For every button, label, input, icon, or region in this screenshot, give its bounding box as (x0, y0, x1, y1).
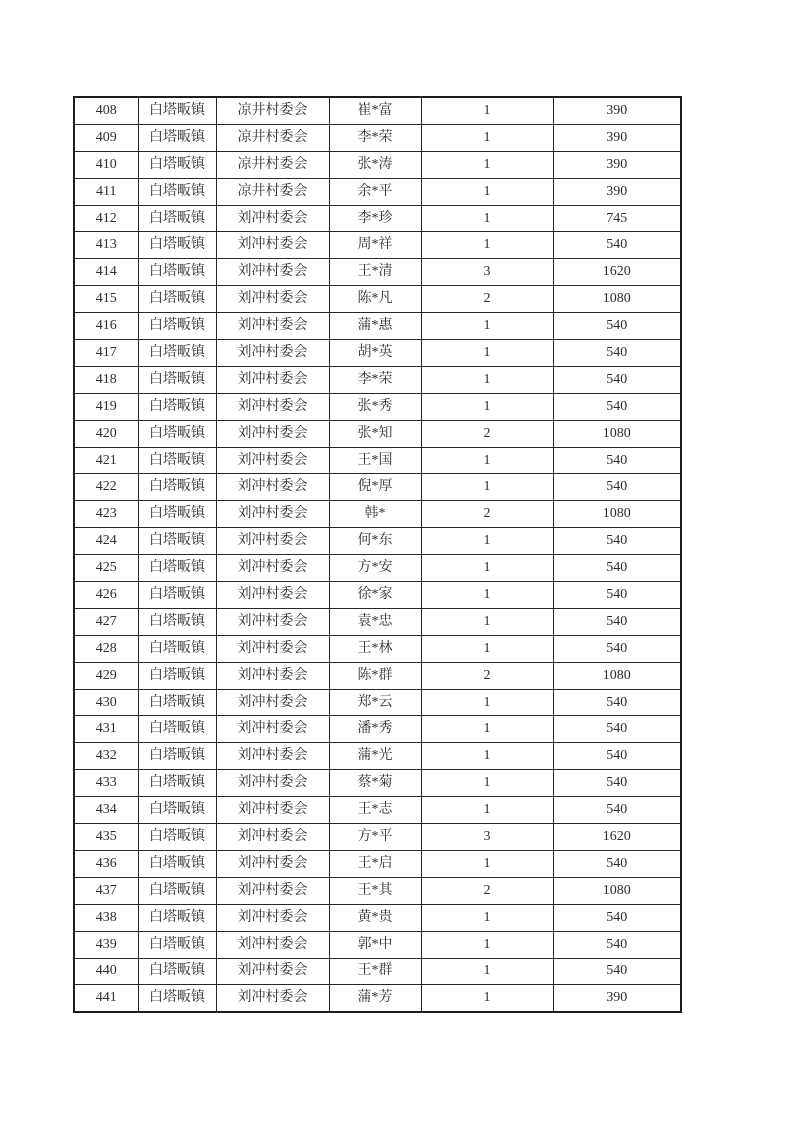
town-cell: 白塔畈镇 (138, 420, 216, 447)
table-row (74, 958, 681, 985)
name-cell: 王*清 (329, 259, 421, 286)
table-row (74, 985, 681, 1012)
name-cell: 方*安 (329, 555, 421, 582)
seq-cell: 416 (74, 313, 138, 340)
village-cell: 刘冲村委会 (216, 582, 329, 609)
name-cell: 蒲*光 (329, 743, 421, 770)
count-cell: 1 (421, 366, 553, 393)
table-row (74, 97, 681, 124)
town-cell: 白塔畈镇 (138, 393, 216, 420)
name-cell: 倪*厚 (329, 474, 421, 501)
count-cell: 1 (421, 770, 553, 797)
village-cell: 刘冲村委会 (216, 931, 329, 958)
amount-cell: 540 (553, 904, 681, 931)
count-cell: 1 (421, 124, 553, 151)
count-cell: 1 (421, 151, 553, 178)
village-cell: 刘冲村委会 (216, 286, 329, 313)
village-cell: 刘冲村委会 (216, 420, 329, 447)
seq-cell: 434 (74, 797, 138, 824)
seq-cell: 420 (74, 420, 138, 447)
town-cell: 白塔畈镇 (138, 124, 216, 151)
town-cell: 白塔畈镇 (138, 850, 216, 877)
amount-cell: 540 (553, 850, 681, 877)
town-cell: 白塔畈镇 (138, 205, 216, 232)
name-cell: 李*荣 (329, 124, 421, 151)
village-cell: 刘冲村委会 (216, 904, 329, 931)
town-cell: 白塔畈镇 (138, 582, 216, 609)
seq-cell: 417 (74, 340, 138, 367)
name-cell: 王*群 (329, 958, 421, 985)
count-cell: 1 (421, 958, 553, 985)
seq-cell: 412 (74, 205, 138, 232)
town-cell: 白塔畈镇 (138, 824, 216, 851)
village-cell: 刘冲村委会 (216, 635, 329, 662)
village-cell: 凉井村委会 (216, 151, 329, 178)
seq-cell: 435 (74, 824, 138, 851)
amount-cell: 1080 (553, 420, 681, 447)
village-cell: 凉井村委会 (216, 97, 329, 124)
village-cell: 凉井村委会 (216, 178, 329, 205)
name-cell: 何*东 (329, 528, 421, 555)
table-row (74, 151, 681, 178)
table-row (74, 528, 681, 555)
village-cell: 刘冲村委会 (216, 985, 329, 1012)
count-cell: 2 (421, 501, 553, 528)
count-cell: 1 (421, 313, 553, 340)
town-cell: 白塔畈镇 (138, 528, 216, 555)
seq-cell: 433 (74, 770, 138, 797)
village-cell: 刘冲村委会 (216, 743, 329, 770)
seq-cell: 423 (74, 501, 138, 528)
count-cell: 3 (421, 824, 553, 851)
town-cell: 白塔畈镇 (138, 985, 216, 1012)
town-cell: 白塔畈镇 (138, 716, 216, 743)
table-row (74, 420, 681, 447)
seq-cell: 436 (74, 850, 138, 877)
seq-cell: 438 (74, 904, 138, 931)
village-cell: 刘冲村委会 (216, 393, 329, 420)
amount-cell: 540 (553, 313, 681, 340)
table-row (74, 313, 681, 340)
table-row (74, 635, 681, 662)
table-row (74, 205, 681, 232)
amount-cell: 1080 (553, 877, 681, 904)
name-cell: 蒲*芳 (329, 985, 421, 1012)
town-cell: 白塔畈镇 (138, 608, 216, 635)
village-cell: 刘冲村委会 (216, 824, 329, 851)
count-cell: 1 (421, 716, 553, 743)
seq-cell: 429 (74, 662, 138, 689)
amount-cell: 540 (553, 474, 681, 501)
amount-cell: 540 (553, 447, 681, 474)
town-cell: 白塔畈镇 (138, 340, 216, 367)
seq-cell: 431 (74, 716, 138, 743)
village-cell: 刘冲村委会 (216, 501, 329, 528)
village-cell: 刘冲村委会 (216, 797, 329, 824)
amount-cell: 1080 (553, 501, 681, 528)
table-row (74, 340, 681, 367)
town-cell: 白塔畈镇 (138, 797, 216, 824)
count-cell: 1 (421, 555, 553, 582)
count-cell: 2 (421, 877, 553, 904)
village-cell: 刘冲村委会 (216, 689, 329, 716)
count-cell: 2 (421, 662, 553, 689)
town-cell: 白塔畈镇 (138, 178, 216, 205)
amount-cell: 745 (553, 205, 681, 232)
amount-cell: 1620 (553, 259, 681, 286)
town-cell: 白塔畈镇 (138, 232, 216, 259)
village-cell: 刘冲村委会 (216, 770, 329, 797)
count-cell: 3 (421, 259, 553, 286)
count-cell: 1 (421, 797, 553, 824)
name-cell: 陈*群 (329, 662, 421, 689)
town-cell: 白塔畈镇 (138, 366, 216, 393)
town-cell: 白塔畈镇 (138, 447, 216, 474)
town-cell: 白塔畈镇 (138, 743, 216, 770)
table-row (74, 850, 681, 877)
name-cell: 徐*家 (329, 582, 421, 609)
count-cell: 1 (421, 689, 553, 716)
amount-cell: 540 (553, 582, 681, 609)
name-cell: 黄*贵 (329, 904, 421, 931)
table-row (74, 877, 681, 904)
table-row (74, 286, 681, 313)
name-cell: 李*珍 (329, 205, 421, 232)
seq-cell: 409 (74, 124, 138, 151)
table-row (74, 662, 681, 689)
town-cell: 白塔畈镇 (138, 555, 216, 582)
table-row (74, 447, 681, 474)
table-row (74, 797, 681, 824)
table-row (74, 501, 681, 528)
amount-cell: 540 (553, 555, 681, 582)
seq-cell: 413 (74, 232, 138, 259)
table-row (74, 770, 681, 797)
town-cell: 白塔畈镇 (138, 151, 216, 178)
town-cell: 白塔畈镇 (138, 662, 216, 689)
town-cell: 白塔畈镇 (138, 635, 216, 662)
amount-cell: 390 (553, 151, 681, 178)
amount-cell: 540 (553, 528, 681, 555)
seq-cell: 418 (74, 366, 138, 393)
village-cell: 刘冲村委会 (216, 474, 329, 501)
count-cell: 1 (421, 447, 553, 474)
village-cell: 刘冲村委会 (216, 850, 329, 877)
table-row (74, 824, 681, 851)
village-cell: 刘冲村委会 (216, 877, 329, 904)
seq-cell: 410 (74, 151, 138, 178)
name-cell: 李*荣 (329, 366, 421, 393)
town-cell: 白塔畈镇 (138, 501, 216, 528)
name-cell: 张*秀 (329, 393, 421, 420)
village-cell: 刘冲村委会 (216, 608, 329, 635)
count-cell: 1 (421, 393, 553, 420)
amount-cell: 540 (553, 689, 681, 716)
table-row (74, 689, 681, 716)
count-cell: 1 (421, 205, 553, 232)
table-row (74, 931, 681, 958)
amount-cell: 1620 (553, 824, 681, 851)
town-cell: 白塔畈镇 (138, 286, 216, 313)
count-cell: 1 (421, 582, 553, 609)
amount-cell: 540 (553, 770, 681, 797)
name-cell: 方*平 (329, 824, 421, 851)
count-cell: 1 (421, 931, 553, 958)
count-cell: 1 (421, 743, 553, 770)
table-row (74, 474, 681, 501)
name-cell: 王*国 (329, 447, 421, 474)
town-cell: 白塔畈镇 (138, 931, 216, 958)
seq-cell: 414 (74, 259, 138, 286)
count-cell: 1 (421, 474, 553, 501)
seq-cell: 408 (74, 97, 138, 124)
amount-cell: 540 (553, 608, 681, 635)
count-cell: 1 (421, 850, 553, 877)
amount-cell: 540 (553, 340, 681, 367)
seq-cell: 439 (74, 931, 138, 958)
table-row (74, 232, 681, 259)
town-cell: 白塔畈镇 (138, 313, 216, 340)
amount-cell: 540 (553, 958, 681, 985)
table-row (74, 393, 681, 420)
town-cell: 白塔畈镇 (138, 877, 216, 904)
seq-cell: 440 (74, 958, 138, 985)
seq-cell: 411 (74, 178, 138, 205)
count-cell: 1 (421, 340, 553, 367)
name-cell: 蔡*菊 (329, 770, 421, 797)
seq-cell: 422 (74, 474, 138, 501)
seq-cell: 428 (74, 635, 138, 662)
table-row (74, 743, 681, 770)
count-cell: 1 (421, 178, 553, 205)
name-cell: 陈*凡 (329, 286, 421, 313)
table-body (74, 97, 681, 1012)
seq-cell: 421 (74, 447, 138, 474)
count-cell: 1 (421, 985, 553, 1012)
name-cell: 胡*英 (329, 340, 421, 367)
count-cell: 2 (421, 286, 553, 313)
village-cell: 刘冲村委会 (216, 232, 329, 259)
town-cell: 白塔畈镇 (138, 97, 216, 124)
amount-cell: 540 (553, 635, 681, 662)
count-cell: 1 (421, 232, 553, 259)
table-row (74, 608, 681, 635)
name-cell: 张*知 (329, 420, 421, 447)
table-row (74, 259, 681, 286)
name-cell: 周*祥 (329, 232, 421, 259)
village-cell: 刘冲村委会 (216, 366, 329, 393)
table-row (74, 124, 681, 151)
name-cell: 袁*忠 (329, 608, 421, 635)
amount-cell: 540 (553, 716, 681, 743)
seq-cell: 430 (74, 689, 138, 716)
seq-cell: 424 (74, 528, 138, 555)
name-cell: 韩* (329, 501, 421, 528)
seq-cell: 437 (74, 877, 138, 904)
amount-cell: 390 (553, 985, 681, 1012)
count-cell: 1 (421, 635, 553, 662)
town-cell: 白塔畈镇 (138, 958, 216, 985)
town-cell: 白塔畈镇 (138, 474, 216, 501)
data-table (73, 96, 682, 1013)
name-cell: 王*林 (329, 635, 421, 662)
name-cell: 崔*富 (329, 97, 421, 124)
town-cell: 白塔畈镇 (138, 259, 216, 286)
village-cell: 刘冲村委会 (216, 205, 329, 232)
name-cell: 郭*中 (329, 931, 421, 958)
village-cell: 刘冲村委会 (216, 447, 329, 474)
count-cell: 1 (421, 904, 553, 931)
amount-cell: 540 (553, 931, 681, 958)
count-cell: 1 (421, 97, 553, 124)
village-cell: 刘冲村委会 (216, 259, 329, 286)
village-cell: 刘冲村委会 (216, 958, 329, 985)
amount-cell: 1080 (553, 286, 681, 313)
seq-cell: 415 (74, 286, 138, 313)
count-cell: 1 (421, 608, 553, 635)
table-row (74, 582, 681, 609)
name-cell: 王*志 (329, 797, 421, 824)
town-cell: 白塔畈镇 (138, 770, 216, 797)
table-row (74, 366, 681, 393)
amount-cell: 540 (553, 366, 681, 393)
village-cell: 凉井村委会 (216, 124, 329, 151)
amount-cell: 390 (553, 178, 681, 205)
amount-cell: 390 (553, 124, 681, 151)
seq-cell: 425 (74, 555, 138, 582)
amount-cell: 540 (553, 743, 681, 770)
table-row (74, 555, 681, 582)
name-cell: 潘*秀 (329, 716, 421, 743)
seq-cell: 419 (74, 393, 138, 420)
town-cell: 白塔畈镇 (138, 689, 216, 716)
amount-cell: 540 (553, 797, 681, 824)
table-row (74, 178, 681, 205)
amount-cell: 1080 (553, 662, 681, 689)
amount-cell: 540 (553, 232, 681, 259)
village-cell: 刘冲村委会 (216, 340, 329, 367)
name-cell: 郑*云 (329, 689, 421, 716)
seq-cell: 432 (74, 743, 138, 770)
seq-cell: 426 (74, 582, 138, 609)
village-cell: 刘冲村委会 (216, 528, 329, 555)
town-cell: 白塔畈镇 (138, 904, 216, 931)
count-cell: 1 (421, 528, 553, 555)
amount-cell: 390 (553, 97, 681, 124)
seq-cell: 441 (74, 985, 138, 1012)
table-row (74, 904, 681, 931)
village-cell: 刘冲村委会 (216, 662, 329, 689)
village-cell: 刘冲村委会 (216, 313, 329, 340)
village-cell: 刘冲村委会 (216, 555, 329, 582)
amount-cell: 540 (553, 393, 681, 420)
name-cell: 张*涛 (329, 151, 421, 178)
count-cell: 2 (421, 420, 553, 447)
name-cell: 王*其 (329, 877, 421, 904)
name-cell: 蒲*惠 (329, 313, 421, 340)
name-cell: 王*启 (329, 850, 421, 877)
name-cell: 余*平 (329, 178, 421, 205)
seq-cell: 427 (74, 608, 138, 635)
village-cell: 刘冲村委会 (216, 716, 329, 743)
table-row (74, 716, 681, 743)
